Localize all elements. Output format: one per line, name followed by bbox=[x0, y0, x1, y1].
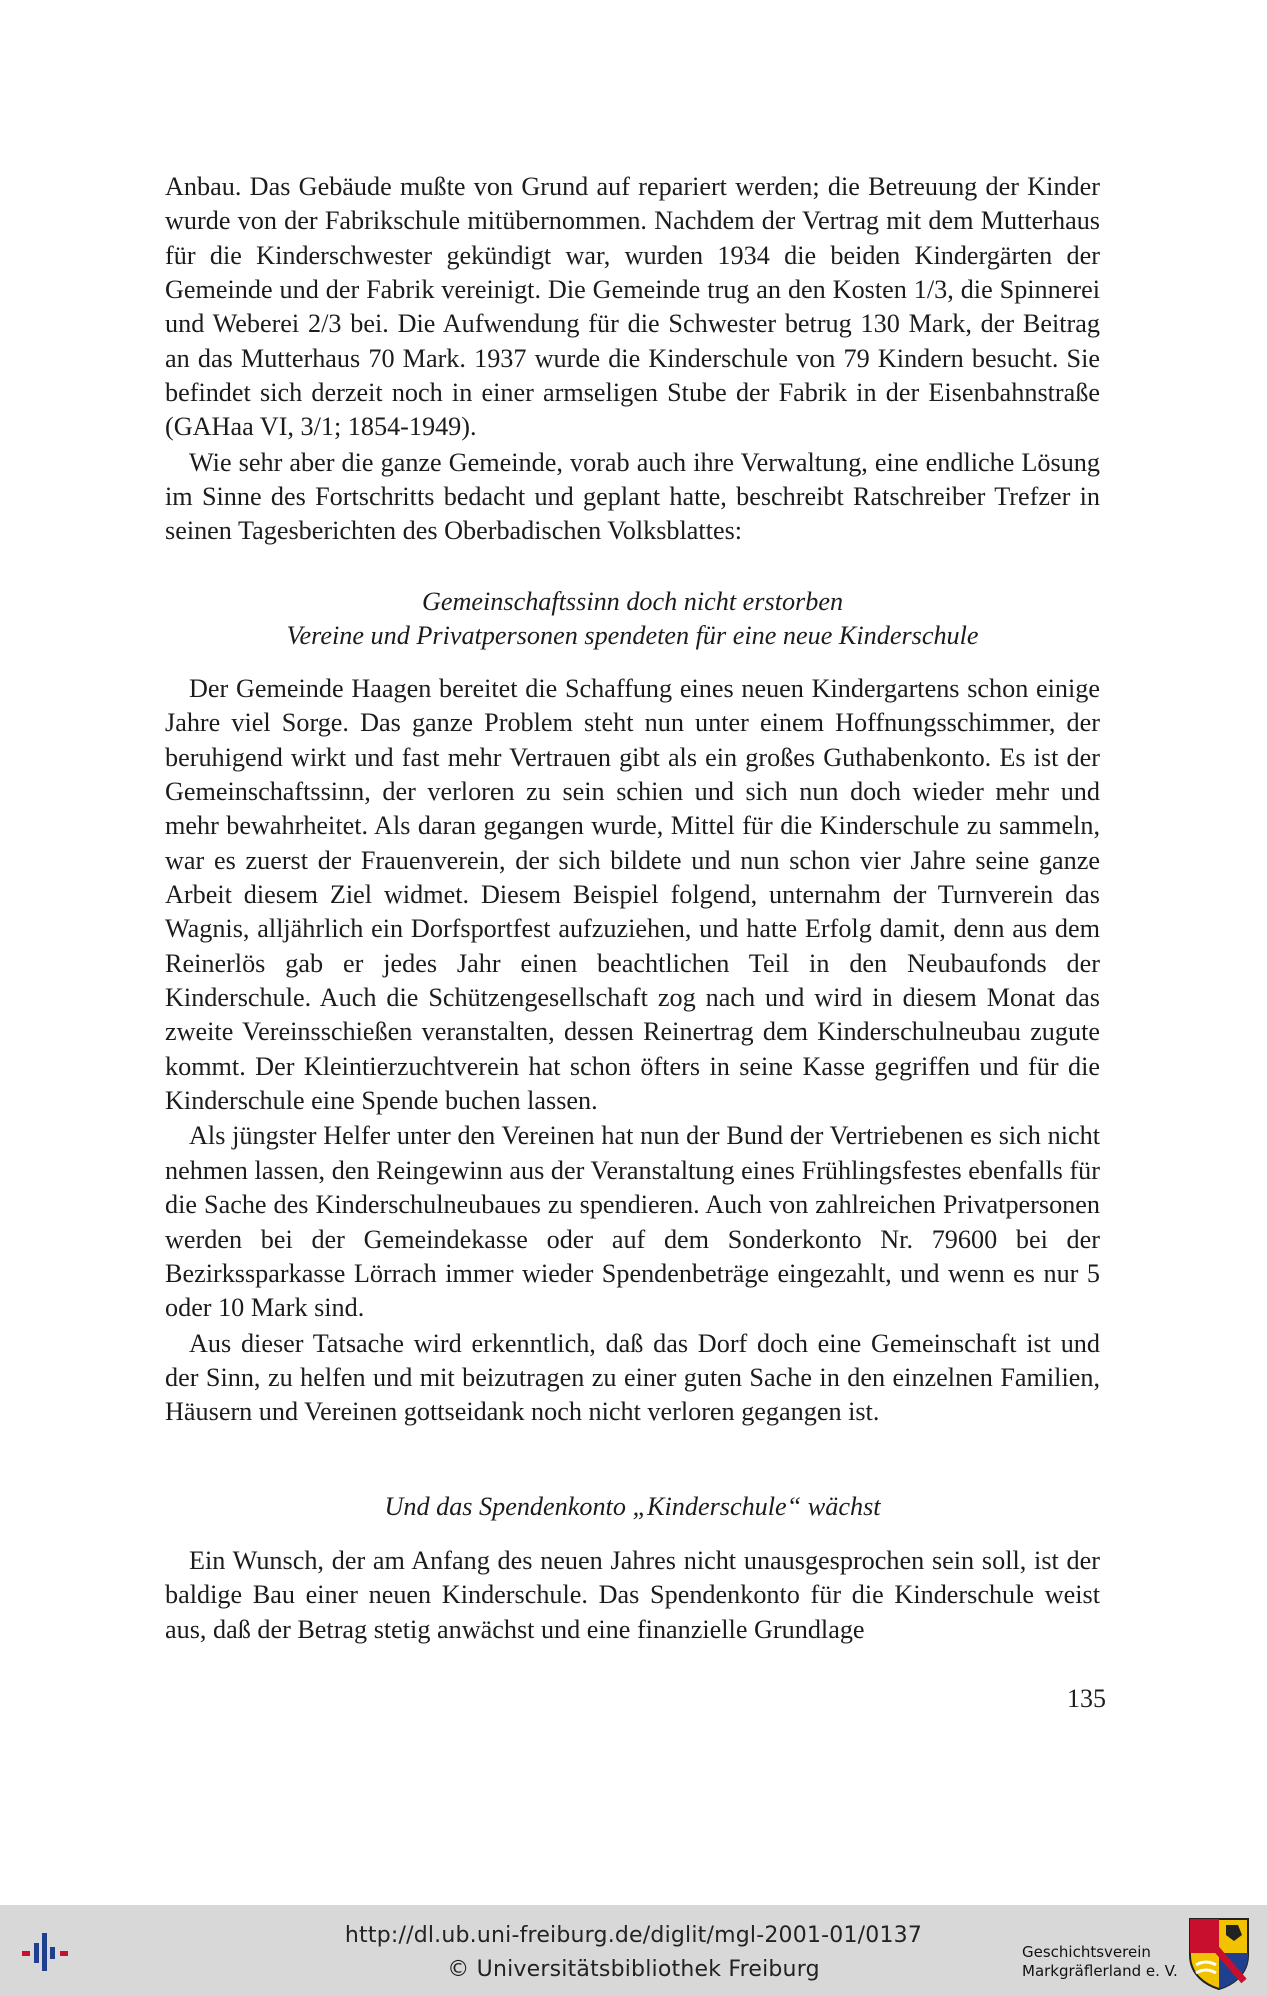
heading-line: Und das Spendenkonto „Kinderschule“ wächst bbox=[384, 1492, 881, 1521]
paragraph: Wie sehr aber die ganze Gemeinde, vorab auch ihre Verwaltung, eine endliche Lösung im Sinne des Fortschritts bedacht und geplant hatte, beschreibt Ratschreiber Trefzer in seinen Tagesberichten des Oberbadischen Volksblattes: bbox=[165, 447, 1100, 546]
paragraph: Als jüngster Helfer unter den Vereinen hat nun der Bund der Vertriebenen es sich nicht nehmen lassen, den Reingewinn aus der Veranstaltung eines Frühlingsfestes ebenfalls für die Sache des Kinderschulneubaues zu spendieren. Auch von zahlreichen Privatpersonen werden bei der Gemeindekasse oder auf dem Sonderkonto Nr. 79600 bei der Bezirkssparkasse Lörrach immer wieder Spendenbeträge eingezahlt, und wenn es nur 5 oder 10 Mark sind. bbox=[165, 1121, 1100, 1323]
footer-bar bbox=[0, 1905, 1267, 1996]
body-text-middle bbox=[165, 672, 1100, 1430]
coat-of-arms-icon bbox=[1186, 1915, 1252, 1991]
page-number: 135 bbox=[1067, 1684, 1106, 1713]
paragraph: Aus dieser Tatsache wird erkenntlich, daß das Dorf doch eine Gemeinschaft ist und der Sinn, zu helfen und mit beizutragen zu einer guten Sache in den einzelnen Familien, Häusern und Vereinen gottseidank noch nicht verloren gegangen ist. bbox=[165, 1328, 1100, 1427]
document-url-link[interactable]: http://dl.ub.uni-freiburg.de/diglit/mgl-2001-01/0137 bbox=[344, 1923, 923, 1948]
heading-line-1: Gemeinschaftssinn doch nicht erstorben bbox=[421, 587, 844, 616]
body-text-top bbox=[165, 170, 1100, 549]
paragraph: Ein Wunsch, der am Anfang des neuen Jahres nicht unausgesprochen sein soll, ist der baldige Bau einer neuen Kinderschule. Das Spendenkonto für die Kinderschule weist aus, daß der Betrag stetig anwächst und eine finanzielle Grundlage bbox=[165, 1546, 1100, 1644]
paragraph: Der Gemeinde Haagen bereitet die Schaffung eines neuen Kindergartens schon einige Jahre viel Sorge. Das ganze Problem steht nun unter einem Hoffnungsschimmer, der beruhigend wirkt und fast mehr Vertrauen gibt als ein großes Guthabenkonto. Es ist der Gemeinschaftssinn, der verloren zu sein schien und sich nun doch wieder mehr und mehr bewahrheitet. Als daran gegangen wurde, Mittel für die Kinderschule zu sammeln, war es zuerst der Frauenverein, der sich bildete und nun schon vier Jahre seine ganze Arbeit diesem Ziel widmet. Diesem Beispiel folgend, unternahm der Turnverein das Wagnis, alljährlich ein Dorfsportfest aufzuziehen, und hatte Erfolg damit, denn aus dem Reinerlös gab er jedes Jahr einen beachtlichen Teil in den Neubaufonds der Kinderschule. Auch die Schützengesellschaft zog nach und wird in diesem Monat das zweite Vereinsschießen veranstalten, dessen Reinertrag dem Kinderschulneubau zugute kommt. Der Kleintierzuchtverein hat schon öfters in seine Kasse gegriffen und für die Kinderschule eine Spende buchen lassen. bbox=[165, 674, 1100, 1116]
section-heading-1 bbox=[165, 585, 1100, 654]
paragraph: Anbau. Das Gebäude mußte von Grund auf repariert werden; die Betreuung der Kinder wurde von der Fabrikschule mitübernommen. Nachdem der Vertrag mit dem Mutterhaus für die Kinderschwester gekündigt war, wurden 1934 die beiden Kindergärten der Gemeinde und der Fabrik vereinigt. Die Gemeinde trug an den Kosten 1/3, die Spinnerei und Weberei 2/3 bei. Die Aufwendung für die Schwester betrug 130 Mark, der Beitrag an das Mutterhaus 70 Mark. 1937 wurde die Kinderschule von 79 Kindern besucht. Sie befindet sich derzeit noch in einer armseligen Stube der Fabrik in der Eisenbahnstraße (GAHaa VI, 3/1; 1854-1949). bbox=[165, 172, 1100, 442]
section-heading-2 bbox=[165, 1490, 1100, 1524]
copyright-text: © Universitätsbibliothek Freiburg bbox=[447, 1957, 820, 1982]
heading-line-2: Vereine und Privatpersonen spendeten für eine neue Kinderschule bbox=[286, 621, 979, 651]
society-name-line-1: Geschichtsverein bbox=[1022, 1943, 1151, 1961]
society-name-line-2: Markgräflerland e. V. bbox=[1022, 1962, 1178, 1980]
body-text-bottom bbox=[165, 1544, 1100, 1647]
society-name bbox=[1022, 1943, 1178, 1981]
